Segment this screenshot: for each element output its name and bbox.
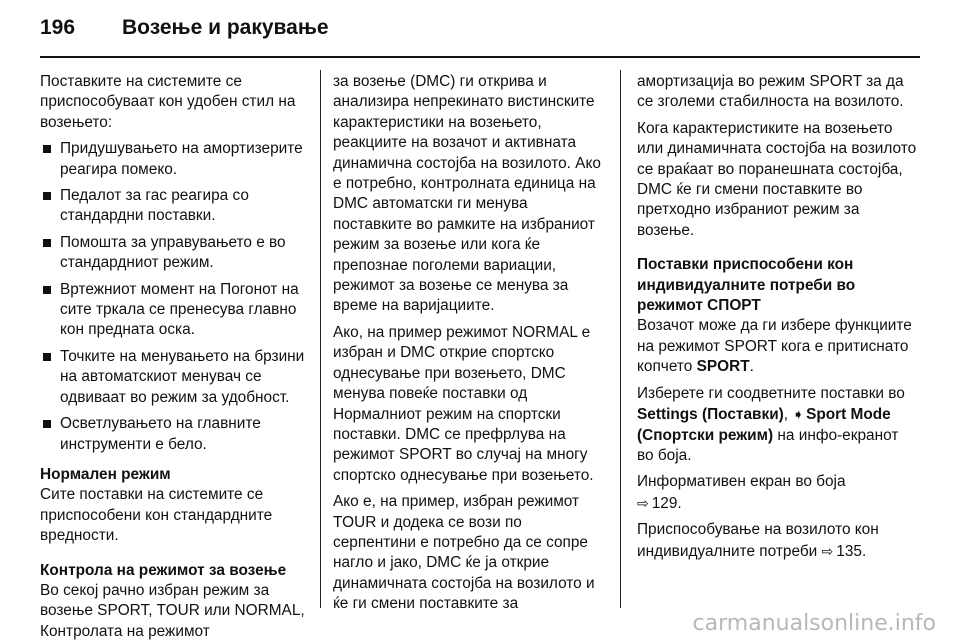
dmc-paragraph-3: Ако е, на пример, избран режимот TOUR и додека се вози по серпентини е потребно да се сопре нагло и јако, DMC ќе ја открие динамичната состојба на возилото и ќе ги смени поставките за: [333, 493, 595, 613]
bullet-square-icon: [43, 192, 51, 200]
column-divider-1: [320, 70, 321, 608]
bullet-square-icon: [43, 420, 51, 428]
settings-bullet-list: [40, 139, 310, 455]
bullet-square-icon: [43, 145, 51, 153]
normal-mode-text: Сите поставки на системите се приспособени кон стандардните вредности.: [40, 486, 273, 545]
column-3: [637, 72, 919, 568]
normal-mode-heading: Нормален режим: [40, 465, 171, 483]
sport-button-label: SPORT: [696, 358, 750, 376]
page-reference-icon: ⇨: [821, 542, 834, 559]
watermark: carmanualsonline.info: [692, 611, 936, 636]
sport-mode-paragraph: Возачот може да ги избере функциите на режимот SPORT кога е притиснато копчето SPORT.: [637, 317, 912, 376]
column-1: [40, 72, 310, 642]
page-header: [40, 10, 920, 50]
sport-mode-heading: Поставки приспособени кон индивидуалните потреби во режимот СПОРТ: [637, 256, 856, 315]
page-number: 196: [40, 16, 76, 39]
header-rule: [40, 56, 920, 58]
bullet-square-icon: [43, 353, 51, 361]
bullet-square-icon: [43, 239, 51, 247]
settings-path-paragraph: Изберете ги соодветните поставки во Settings (Поставки), ➧ Sport Mode (Спортски режим) на инфо-екранот во боја.: [637, 384, 905, 464]
bullet-item: Педалот за гас реагира со стандардни поставки.: [40, 186, 310, 227]
settings-menu-label: Settings (Поставки): [637, 406, 784, 424]
intro-paragraph: Поставките на системите се приспособуваат кон удобен стил на возењето:: [40, 73, 296, 131]
bullet-item: Придушувањето на амортизерите реагира помеко.: [40, 139, 310, 180]
bullet-item: Точките на менувањето на брзини на автоматскиот менувач се одвиваат во режим за удобност.: [40, 347, 310, 408]
bullet-item: Осветлувањето на главните инструменти е бело.: [40, 414, 310, 455]
page-reference-icon: ⇨: [637, 494, 649, 511]
dmc-paragraph-4: амортизација во режим SPORT за да се зголеми стабилноста на возилото.: [637, 73, 904, 111]
bullet-square-icon: [43, 286, 51, 294]
column-divider-2: [620, 70, 621, 608]
drive-mode-control-text: Во секој рачно избран режим за возење SPORT, TOUR или NORMAL, Контролата на режимот: [40, 581, 305, 640]
chapter-title: Возење и ракување: [122, 16, 329, 39]
personalisation-reference: Приспособување на возилото кон индивидуалните потреби ⇨ 135.: [637, 521, 879, 560]
dmc-paragraph-2: Ако, на пример режимот NORMAL е избран и DMC открие спортско однесување при возењето, DMC менува повеќе поставки од Нормалниот режим на спортски поставки. DMC се префрлува на режимот SPORT во случај на многу спортско однесување при возењето.: [333, 323, 594, 484]
dmc-paragraph-1: за возење (DMC) ги открива и анализира непрекинато вистинските карактеристики на возењето, реакциите на возачот и активната динамична состојба на возилото. Ако е потребно, контролната единица на DMC автоматски ги менува поставките во рамките на избраниот режим за возење или кога ќе препознае поголеми вариации, режимот за возење се менува за време на варијациите.: [333, 73, 601, 315]
menu-arrow-icon: ➧: [792, 406, 805, 423]
dmc-paragraph-5: Кога карактеристиките на возењето или динамичната состојба на возилото се враќаат во поранешната состојба, DMC ќе ги смени поставките во претходно избраниот режим за возење.: [637, 119, 917, 239]
drive-mode-control-heading: Контрола на режимот за возење: [40, 561, 287, 579]
column-2: [333, 72, 605, 621]
sport-mode-menu-label: Sport Mode (Спортски режим): [637, 406, 891, 444]
info-display-reference: Информативен екран во боја ⇨ 129.: [637, 473, 846, 512]
bullet-item: Помошта за управувањето е во стандардниот режим.: [40, 233, 310, 274]
bullet-item: Вртежниот момент на Погонот на сите тркала се пренесува главно кон предната оска.: [40, 280, 310, 341]
